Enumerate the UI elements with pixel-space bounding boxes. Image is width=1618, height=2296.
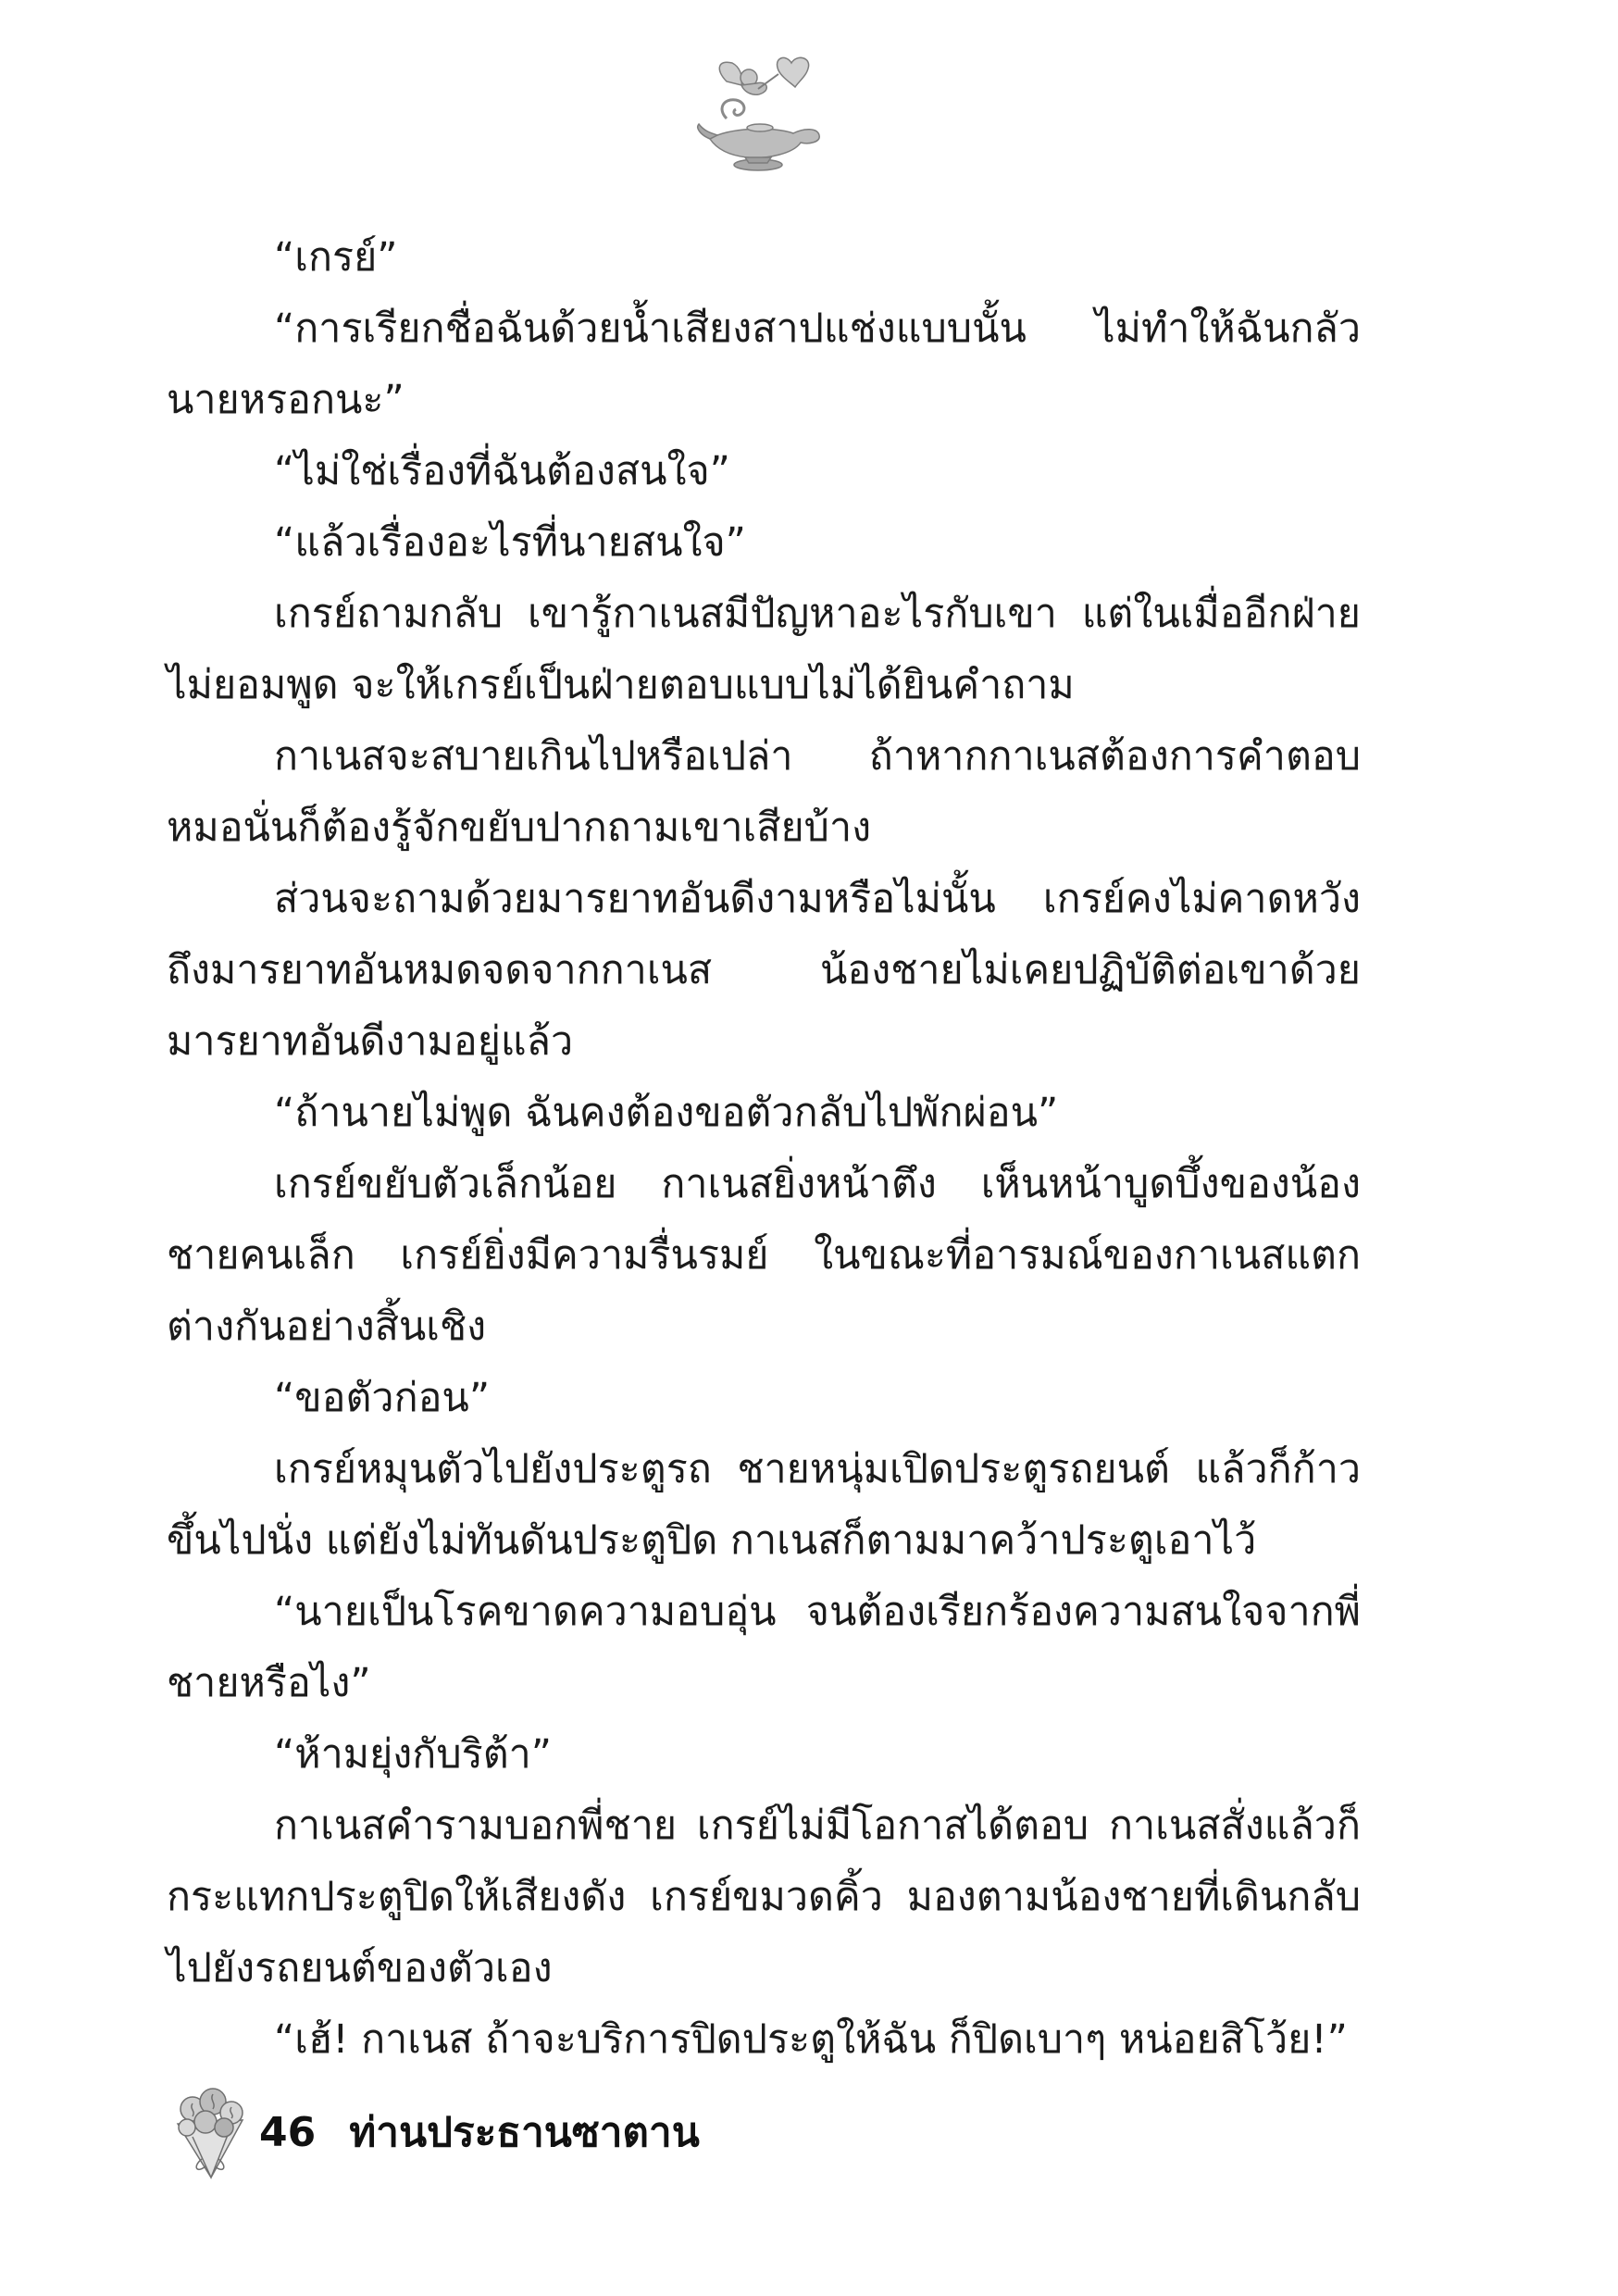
paragraph: กาเนสคำรามบอกพี่ชาย เกรย์ไม่มีโอกาสได้ตอบ กาเนสสั่งแล้วก็กระแทกประตูปิดให้เสียงดัง เกรย์ขมวดคิ้ว มองตามน้องชายที่เดินกลับไปยังรถยนต์ของตัวเอง	[167, 1803, 1361, 1991]
paragraph: “เฮ้! กาเนส ถ้าจะบริการปิดประตูให้ฉัน ก็ปิดเบาๆ หน่อยสิโว้ย!”	[274, 2016, 1348, 2063]
paragraph: “ถ้านายไม่พูด ฉันคงต้องขอตัวกลับไปพักผ่อน”	[274, 1090, 1059, 1136]
paragraph: “นายเป็นโรคขาดความอบอุ่น จนต้องเรียกร้องความสนใจจากพี่ชายหรือไง”	[167, 1589, 1361, 1706]
flower-bouquet-icon	[165, 2081, 254, 2183]
book-title: ท่านประธานซาตาน	[349, 2109, 700, 2156]
cupid-genie-lamp-ornament-icon	[690, 54, 828, 172]
paragraph: “ไม่ใช่เรื่องที่ฉันต้องสนใจ”	[274, 448, 730, 494]
paragraph: เกรย์ถามกลับ เขารู้กาเนสมีปัญหาอะไรกับเขา แต่ในเมื่ออีกฝ่ายไม่ยอมพูด จะให้เกรย์เป็นฝ่ายตอบแบบไม่ได้ยินคำถาม	[167, 591, 1361, 708]
body-text	[167, 222, 1361, 2076]
paragraph: เกรย์ขยับตัวเล็กน้อย กาเนสยิ่งหน้าตึง เห็นหน้าบูดบึ้งของน้องชายคนเล็ก เกรย์ยิ่งมีความรื่นรมย์ ในขณะที่อารมณ์ของกาเนสแตกต่างกันอย่างสิ้นเชิง	[167, 1161, 1361, 1350]
paragraph: “การเรียกชื่อฉันด้วยน้ำเสียงสาปแช่งแบบนั้น ไม่ทำให้ฉันกลัวนายหรอกนะ”	[167, 306, 1361, 423]
paragraph: “ห้ามยุ่งกับริต้า”	[274, 1731, 553, 1778]
paragraph: เกรย์หมุนตัวไปยังประตูรถ ชายหนุ่มเปิดประตูรถยนต์ แล้วก็ก้าวขึ้นไปนั่ง แต่ยังไม่ทันดันประตูปิด กาเนสก็ตามมาคว้าประตูเอาไว้	[167, 1446, 1361, 1564]
paragraph: “เกรย์”	[274, 234, 398, 281]
paragraph: “ขอตัวก่อน”	[274, 1375, 491, 1421]
page-number: 46	[259, 2108, 317, 2156]
paragraph: ส่วนจะถามด้วยมารยาทอันดีงามหรือไม่นั้น เกรย์คงไม่คาดหวังถึงมารยาทอันหมดจดจากกาเนส น้องชายไม่เคยปฏิบัติต่อเขาด้วยมารยาทอันดีงามอยู่แล้ว	[167, 876, 1361, 1065]
paragraph: “แล้วเรื่องอะไรที่นายสนใจ”	[274, 519, 746, 566]
paragraph: กาเนสจะสบายเกินไปหรือเปล่า ถ้าหากกาเนสต้องการคำตอบหมอนั่นก็ต้องรู้จักขยับปากถามเขาเสียบ้าง	[167, 733, 1361, 851]
page-footer	[165, 2081, 700, 2183]
